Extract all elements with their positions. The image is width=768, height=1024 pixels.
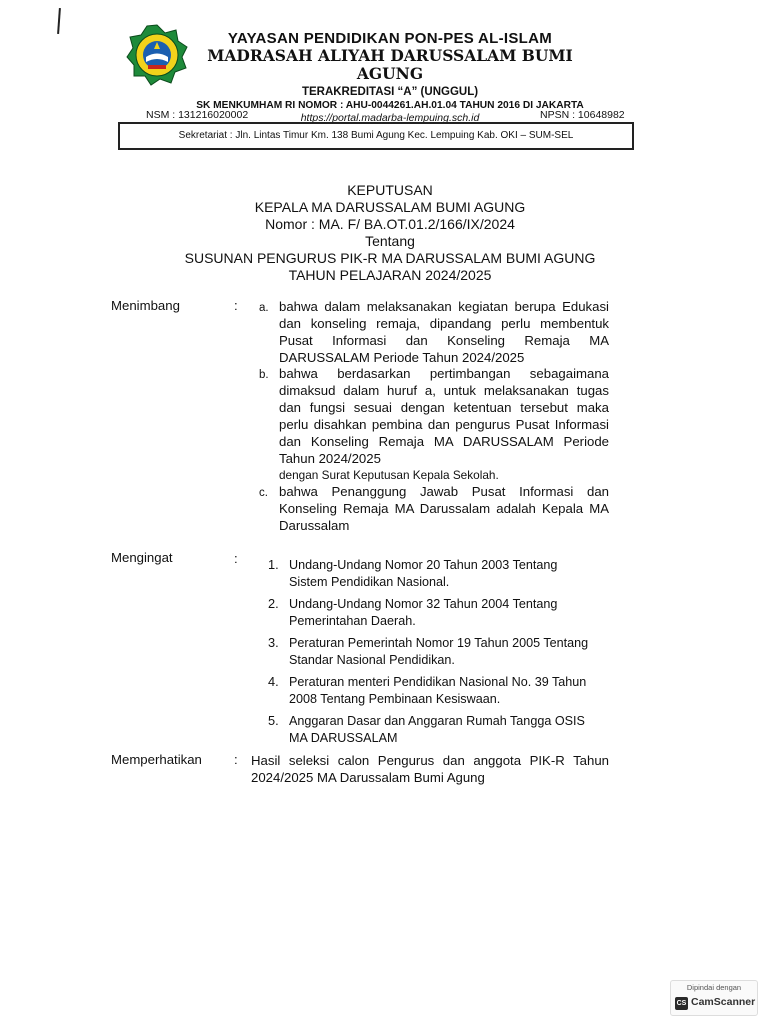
nsm-number: NSM : 131216020002: [146, 109, 249, 121]
decree-issuer: KEPALA MA DARUSSALAM BUMI AGUNG: [254, 199, 526, 215]
letterhead: [190, 30, 590, 125]
mengingat-item-line: Peraturan menteri Pendidikan Nasional No. 39 Tahun: [289, 675, 587, 689]
mengingat-item-number: 4.: [268, 674, 279, 689]
accreditation-status: TERAKREDITASI “A” (UNGGUL): [301, 86, 479, 98]
scanner-name: CamScanner: [691, 996, 756, 1008]
menimbang-a-text: bahwa dalam melaksanakan kegiatan berupa Edukasi dan konseling remaja, dipandang perlu membentuk Pusat Informasi dan Konseling Remaja MA DARUSSALAM Periode Tahun 2024/2025: [279, 299, 609, 365]
foundation-name: YAYASAN PENDIDIKAN PON-PES AL-ISLAM: [227, 30, 553, 47]
mengingat-item-line: Undang-Undang Nomor 20 Tahun 2003 Tentang: [289, 558, 558, 572]
menimbang-b-tail: dengan Surat Keputusan Kepala Sekolah.: [279, 468, 499, 482]
mengingat-item-number: 1.: [268, 557, 279, 572]
mengingat-item-line: Undang-Undang Nomor 32 Tahun 2004 Tentang: [289, 597, 558, 611]
decree-title: [130, 182, 650, 284]
menimbang-label: Menimbang: [111, 298, 180, 313]
menimbang-c-text: bahwa Penanggung Jawab Pusat Informasi dan Konseling Remaja MA Darussalam adalah Kepala MA Darussalam: [279, 484, 609, 533]
scan-artifact-mark: [57, 8, 61, 34]
memperhatikan-text: Hasil seleksi calon Pengurus dan anggota PIK-R Tahun 2024/2025 MA Darussalam Bumi Agung: [251, 753, 609, 785]
mengingat-item-number: 3.: [268, 635, 279, 650]
mengingat-item-number: 5.: [268, 713, 279, 728]
camscanner-icon: CS: [675, 997, 688, 1010]
mengingat-item-line: Peraturan Pemerintah Nomor 19 Tahun 2005 Tentang: [289, 636, 589, 650]
menimbang-colon: :: [234, 298, 238, 313]
address-text: Sekretariat : Jln. Lintas Timur Km. 138 Bumi Agung Kec. Lempuing Kab. OKI – SUM-SEL: [178, 130, 574, 141]
mengingat-label: Mengingat: [111, 550, 173, 565]
memperhatikan-colon: :: [234, 752, 238, 767]
mengingat-item-line: Standar Nasional Pendidikan.: [289, 653, 455, 667]
school-logo-emblem: [126, 24, 188, 86]
menimbang-b-text: bahwa berdasarkan pertimbangan sebagaimana dimaksud dalam huruf a, untuk melaksanakan tugas dan fungsi sesuai dengan ketentuan tersebut maka perlu disahkan pembina dan pengurus Pusat Informasi dan Konseling Remaja MA DARUSSALAM Periode Tahun 2024/2025: [279, 366, 609, 466]
mengingat-item-line: Pemerintahan Daerah.: [289, 614, 416, 628]
memperhatikan-label: Memperhatikan: [111, 752, 202, 767]
scanner-caption: Dipindai dengan: [686, 983, 742, 992]
camscanner-watermark: [670, 980, 758, 1016]
decree-about-label: Tentang: [365, 233, 415, 249]
mengingat-item-line: MA DARUSSALAM: [289, 731, 398, 745]
menimbang-c-marker: c.: [259, 487, 268, 499]
school-name: MADRASAH ALIYAH DARUSSALAM BUMI AGUNG: [207, 46, 573, 83]
ministry-decree: SK MENKUMHAM RI NOMOR : AHU-0044261.AH.01.04 TAHUN 2016 DI JAKARTA: [196, 100, 584, 111]
decree-heading: KEPUTUSAN: [347, 182, 433, 198]
decree-number: Nomor : MA. F/ BA.OT.01.2/166/IX/2024: [265, 216, 515, 232]
mengingat-item-number: 2.: [268, 596, 279, 611]
decree-subject: SUSUNAN PENGURUS PIK-R MA DARUSSALAM BUMI AGUNG: [184, 250, 596, 266]
mengingat-item-line: 2008 Tentang Pembinaan Kesiswaan.: [289, 692, 501, 706]
address-box: [118, 122, 634, 150]
mengingat-colon: :: [234, 551, 238, 566]
npsn-number: NPSN : 10648982: [540, 109, 625, 121]
decree-year: TAHUN PELAJARAN 2024/2025: [288, 267, 492, 283]
mengingat-item-line: Sistem Pendidikan Nasional.: [289, 575, 450, 589]
mengingat-item-line: Anggaran Dasar dan Anggaran Rumah Tangga OSIS: [289, 714, 585, 728]
school-website: https://portal.madarba-lempuing.sch.id: [300, 112, 480, 124]
menimbang-b-marker: b.: [259, 369, 269, 381]
menimbang-a-marker: a.: [259, 302, 269, 314]
